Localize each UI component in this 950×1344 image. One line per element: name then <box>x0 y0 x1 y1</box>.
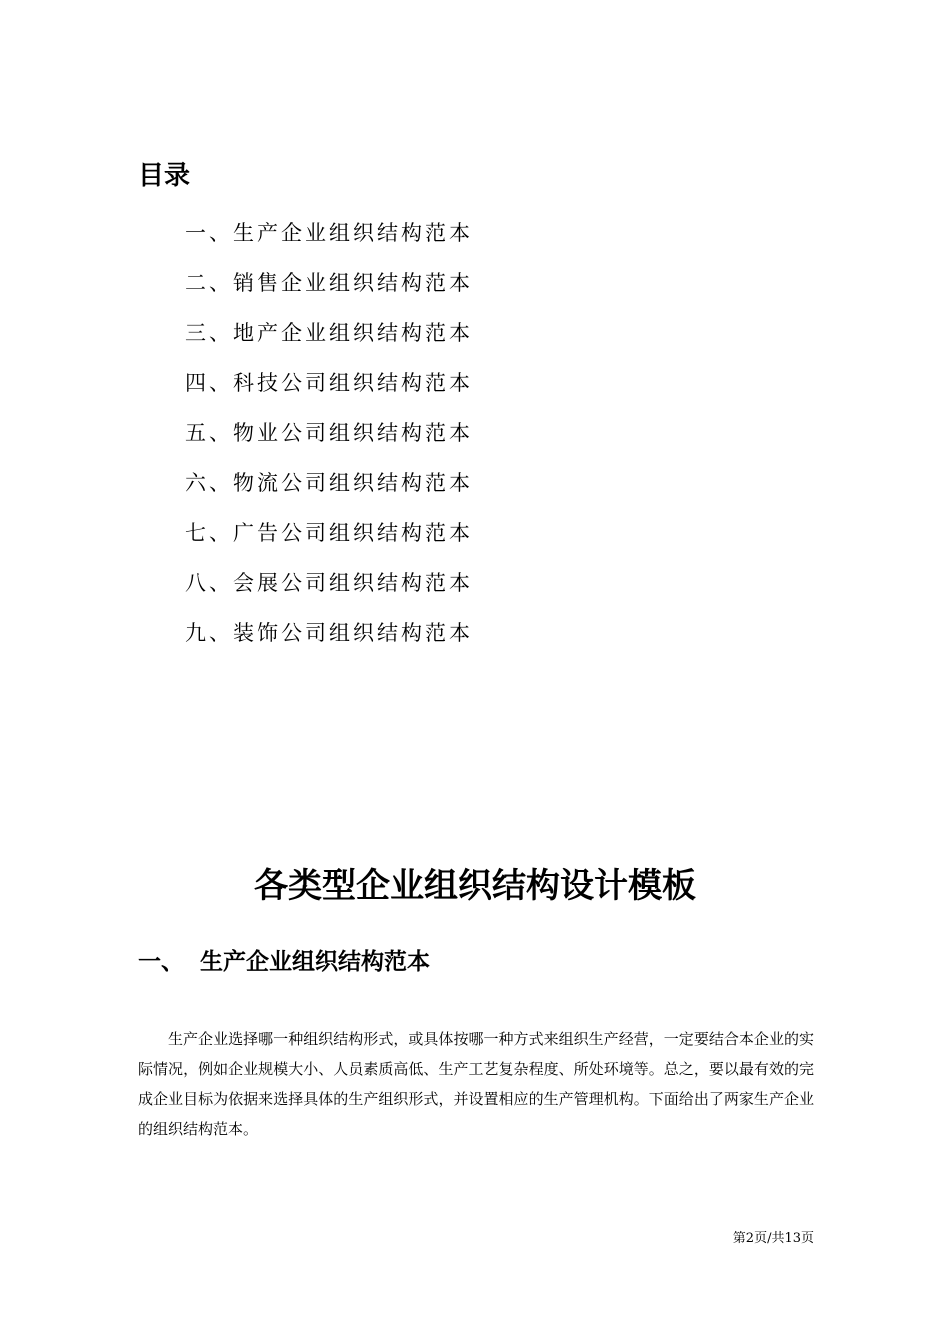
toc-item[interactable]: 五、物业公司组织结构范本 <box>185 421 473 445</box>
section-heading <box>138 942 430 982</box>
body-paragraph: 生产企业选择哪一种组织结构形式，或具体按哪一种方式来组织生产经营，一定要结合本企业的实际情况，例如企业规模大小、人员素质高低、生产工艺复杂程度、所处环境等。总之，要以最有效的完成企业目标为依据来选择具体的生产组织形式，并设置相应的生产管理机构。下面给出了两家生产企业的组织结构范本。 <box>138 1030 814 1138</box>
toc-item[interactable]: 四、科技公司组织结构范本 <box>185 371 473 395</box>
toc-list <box>185 208 473 658</box>
page-number-footer: 第2页/共13页 <box>732 1231 814 1246</box>
toc-item[interactable]: 六、物流公司组织结构范本 <box>185 471 473 495</box>
section-title: 生产企业组织结构范本 <box>200 949 430 975</box>
toc-item[interactable]: 八、会展公司组织结构范本 <box>185 571 473 595</box>
toc-item[interactable]: 七、广告公司组织结构范本 <box>185 521 473 545</box>
document-title: 各类型企业组织结构设计模板 <box>254 866 696 906</box>
toc-heading: 目录 <box>138 161 191 191</box>
toc-item[interactable]: 一、生产企业组织结构范本 <box>185 221 473 245</box>
toc-item[interactable]: 三、地产企业组织结构范本 <box>185 321 473 345</box>
toc-item[interactable]: 九、装饰公司组织结构范本 <box>185 621 473 645</box>
section-number: 一、 <box>138 949 184 975</box>
toc-item[interactable]: 二、销售企业组织结构范本 <box>185 271 473 295</box>
